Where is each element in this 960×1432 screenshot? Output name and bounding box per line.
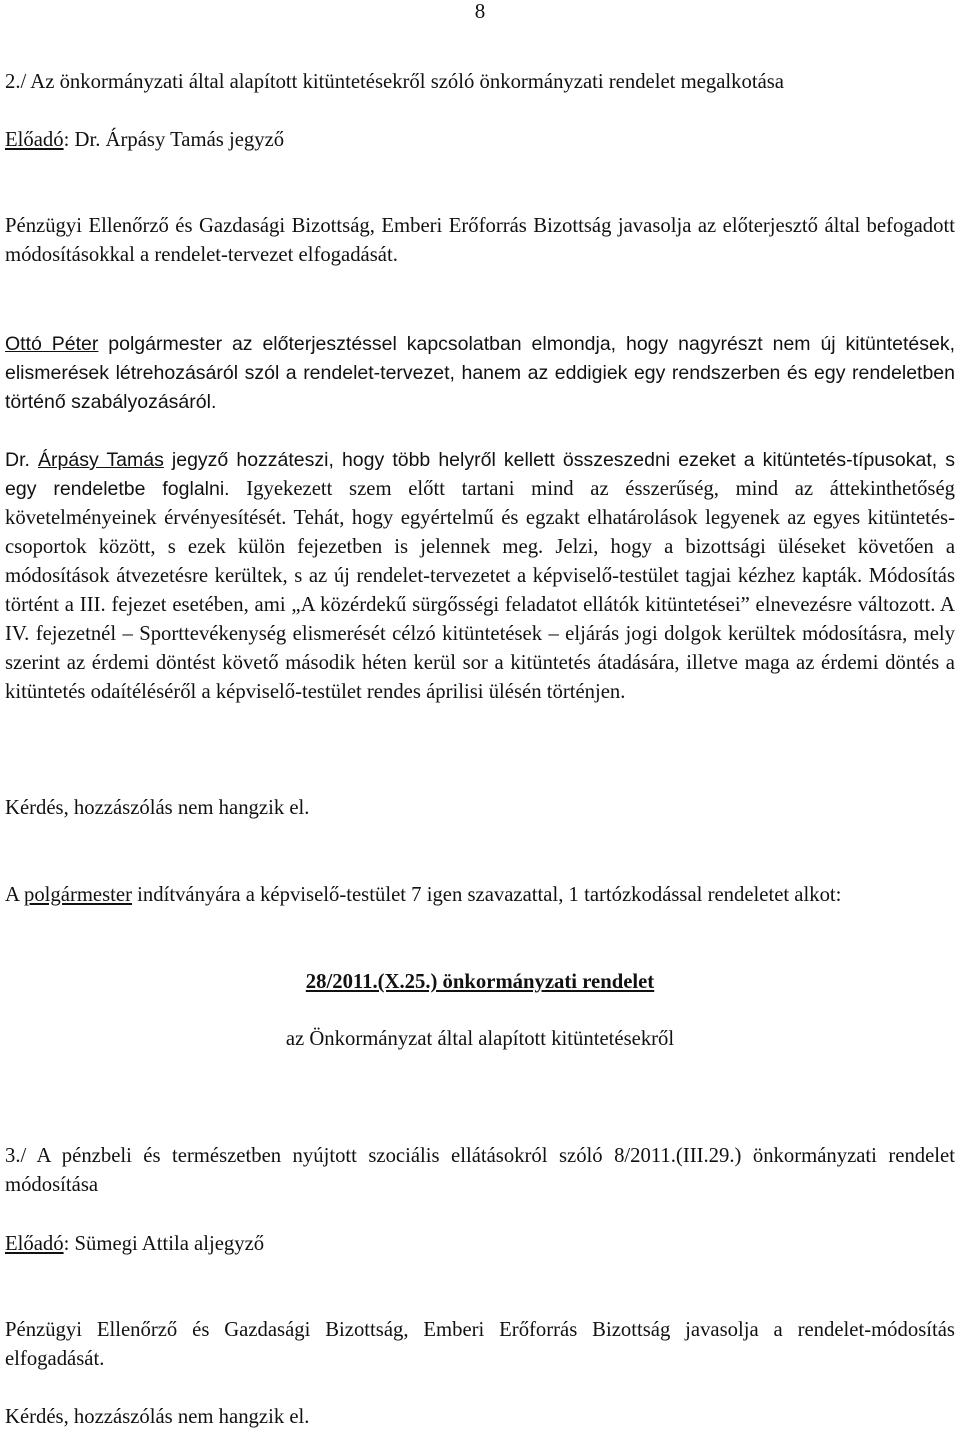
item3-heading: 3./ A pénzbeli és természetben nyújtott szociális ellátásokról szóló 8/2011.(III.29.) önkormányzati rendelet módosítása [5,1145,955,1196]
notary-name: Árpásy Tamás [38,449,164,471]
mayor-name: Ottó Péter [5,333,99,355]
motion-mayor: polgármester [23,884,132,906]
item2-rapporteur [5,126,955,155]
decree-title: az Önkormányzat által alapított kitüntetésekről [285,1028,675,1050]
notary-prefix: Dr. [5,449,38,471]
motion-text: indítványára a képviselő-testület 7 igen szavazattal, 1 tartózkodással rendeletet alkot: [131,884,842,906]
item2-notary-paragraph [5,446,955,707]
decree-number: 28/2011.(X.25.) önkormányzati rendelet [305,971,655,993]
item2-committee-paragraph: Pénzügyi Ellenőrző és Gazdasági Bizottság, Emberi Erőforrás Bizottság javasolja az előterjesztő által befogadott módosításokkal a rendelet-tervezet elfogadását. [5,215,955,266]
item2-mayor-paragraph [5,330,955,417]
mayor-text: polgármester az előterjesztéssel kapcsolatban elmondja, hogy nagyrészt nem új kitüntetések, elismerések létrehozásáról szól a rendelet-tervezet, hanem az eddigiek egy rendszerben és egy rendeletben történő szabályozásáról. [5,333,955,413]
notary-text-serif: Igyekezett szem előtt tartani mind az ésszerűség, mind az áttekinthetőség követelményeinek érvényesítését. Tehát, hogy egyértelmű és egzakt elhatárolások legyenek az egyes kitüntetés-csoportok között, s ezek külön fejezetben is jelennek meg. Jelzi, hogy a bizottsági üléseket követően a módosítások átvezetésre kerültek, s az új rendelet-tervezetet a képviselő-testület tagjai kézhez kapták. Módosítás történt a III. fejezet esetében, ami „A közérdekű sürgősségi feladatot ellátók kitüntetései” elnevezésre változott. A IV. fejezetnél – Sporttevékenység elismerését célzó kitüntetések – eljárás jogi dolgok kerültek módosításra, mely szerint az érdemi döntést követő második héten kerül sor a kitüntetés átadására, illetve maga az érdemi döntés a kitüntetés odaítéléséről a képviselő-testület rendes áprilisi ülésén történjen. [5,478,955,703]
item2-heading: 2./ Az önkormányzati által alapított kitüntetésekről szóló önkormányzati rendelet megalkotása [5,71,784,93]
page-number: 8 [474,0,486,23]
item3-questions: Kérdés, hozzászólás nem hangzik el. [5,1406,310,1428]
motion-prefix: A [5,884,24,906]
item3-rapporteur [5,1230,955,1259]
notary-text-sans: jegyző hozzáteszi, hogy több helyről kellett összeszedni ezeket a kitüntetés-típusokat, s egy rendeletbe foglalni. [5,449,955,500]
rapporteur-label: Előadó [5,1233,64,1255]
rapporteur-name: : Dr. Árpásy Tamás jegyző [63,129,285,151]
item3-committee-paragraph: Pénzügyi Ellenőrző és Gazdasági Bizottság, Emberi Erőforrás Bizottság javasolja a rendelet-módosítás elfogadását. [5,1319,955,1370]
item2-questions: Kérdés, hozzászólás nem hangzik el. [5,797,310,819]
item2-motion-paragraph [5,881,955,910]
rapporteur-label: Előadó [5,129,64,151]
rapporteur-name: : Sümegi Attila aljegyző [63,1233,265,1255]
